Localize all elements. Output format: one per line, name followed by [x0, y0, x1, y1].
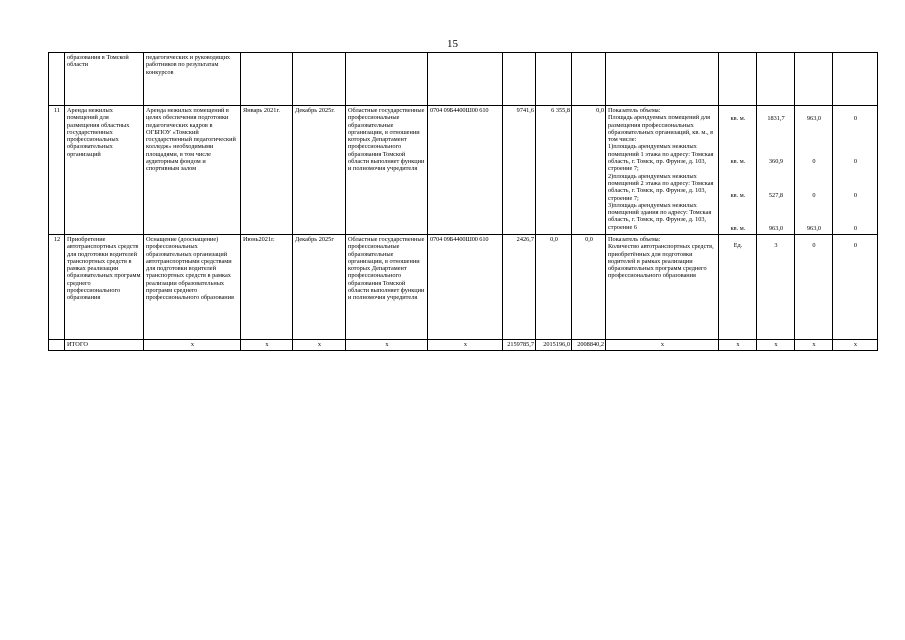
unit-value: кв. м. — [730, 224, 746, 232]
value3: 0 — [853, 224, 858, 232]
total-year1: 2015196,0 — [536, 340, 572, 351]
value2: 0 — [812, 158, 816, 166]
cell-num: 11 — [49, 106, 65, 235]
cell-name: Приобретение автотранспортных средств для подготовки водителей транспортных средств в рамках реализации образовательных программ среднего профессионального образования — [65, 235, 144, 340]
value1: 3 — [774, 242, 778, 249]
value3: 0 — [853, 115, 858, 122]
cell-year1: 0,0 — [536, 235, 572, 340]
cell-indicator — [606, 106, 719, 235]
total-year2: 2008840,2 — [572, 340, 606, 351]
unit-value: кв. м. — [730, 191, 746, 199]
unit-value: кв. м. — [730, 158, 746, 166]
indicator-line: Площадь арендуемых помещений для размещения профессиональных образовательных организаций, кв. м., в том числе: — [608, 114, 714, 144]
cell-year1: 6 355,8 — [536, 106, 572, 235]
cell-end: Декабрь 2025г — [293, 235, 346, 340]
value2: 963,0 — [806, 115, 822, 122]
cell-value2 — [795, 106, 833, 235]
cell-value1 — [757, 235, 795, 340]
indicator-line: 3)площадь арендуемых нежилых помещений здания по адресу: Томская область, г. Томск, пр. Фрунзе, д. 103, строение 6 — [608, 201, 712, 231]
indicator-line: 1)площадь арендуемых нежилых помещений 1 этажа по адресу: Томская область, г. Томск, пр. Фрунзе, д. 103, строение 7; — [608, 143, 714, 173]
cell-description: Аренда нежилых помещений в целях обеспечения подготовки педагогических кадров в ОГБПОУ «Томский государственный педагогический колледж» необходимыми площадями, в том числе аудиторным фондом и спортивным залом — [144, 106, 241, 235]
cell-year2: 0,0 — [572, 106, 606, 235]
total-x: x — [346, 340, 428, 351]
total-x: x — [293, 340, 346, 351]
program-table — [48, 52, 878, 351]
indicator-line: Показатель объема: — [608, 236, 661, 243]
value2: 963,0 — [806, 224, 822, 232]
indicator-line: Количество автотранспортных средств, приобретённых для подготовки водителей в рамках реализации образовательных программ среднего профессионального образования — [608, 243, 714, 280]
table-row-continuation — [49, 53, 878, 106]
cell-year2: 0,0 — [572, 235, 606, 340]
indicator-line: 2)площадь арендуемых нежилых помещений 2 этажа по адресу: Томская область, г. Томск, пр. Фрунзе, д. 103, строение 7; — [608, 172, 714, 202]
cell-total: 2426,7 — [503, 235, 536, 340]
table-row — [49, 106, 878, 235]
total-sum: 2159785,7 — [503, 340, 536, 351]
total-x: x — [241, 340, 293, 351]
total-x: x — [757, 340, 795, 351]
cell-value1 — [757, 106, 795, 235]
cell-value2 — [795, 235, 833, 340]
value1: 1831,7 — [767, 115, 785, 122]
cell-units — [719, 235, 757, 340]
total-x: x — [719, 340, 757, 351]
cell-value3 — [833, 106, 878, 235]
value1: 360,9 — [768, 158, 784, 166]
cell-executor: Областные государственные профессиональные образовательные организации, в отношении которых Департамент профессионального образования Томской области выполняет функции и полномочия учредителя — [346, 235, 428, 340]
cell-description: педагогических и руководящих работников по результатам конкурсов — [144, 53, 241, 106]
cell-units — [719, 106, 757, 235]
value2: 0 — [812, 191, 816, 199]
table-row-total — [49, 340, 878, 351]
total-x: x — [428, 340, 503, 351]
value3: 0 — [853, 242, 858, 249]
cell-name: образования в Томской области — [65, 53, 144, 106]
cell-description: Оснащение (дооснащение) профессиональных образовательных организаций автотранспортными средствами для подготовки водителей транспортных средств в рамках реализации образовательных программ среднего профессионального образования — [144, 235, 241, 340]
page-number: 15 — [447, 38, 458, 50]
total-label: ИТОГО — [65, 340, 144, 351]
indicator-line: Показатель объема: — [608, 107, 661, 114]
total-x: x — [606, 340, 719, 351]
cell-value3 — [833, 235, 878, 340]
cell-total: 9741,6 — [503, 106, 536, 235]
cell-end: Декабрь 2025г. — [293, 106, 346, 235]
cell-code: 0704 09Б4400Ш00 610 — [428, 106, 503, 235]
cell-num: 12 — [49, 235, 65, 340]
value1: 963,0 — [768, 224, 784, 232]
cell-code: 0704 09Б4400Ш00 610 — [428, 235, 503, 340]
value3: 0 — [853, 191, 858, 199]
unit-value: кв. м. — [730, 115, 746, 122]
cell-executor: Областные государственные профессиональные образовательные организации, в отношении которых Департамент профессионального образования Томской области выполняет функции и полномочия учредителя — [346, 106, 428, 235]
cell-num — [49, 53, 65, 106]
cell-start: Январь 2021г. — [241, 106, 293, 235]
table-row — [49, 235, 878, 340]
value1: 527,8 — [768, 191, 784, 199]
cell-name: Аренда нежилых помещений для размещения областных государственных профессиональных образовательных организаций — [65, 106, 144, 235]
cell-start: Июнь2021г. — [241, 235, 293, 340]
unit-value: Ед. — [733, 242, 743, 249]
value3: 0 — [853, 158, 858, 166]
total-x: x — [795, 340, 833, 351]
cell-indicator — [606, 235, 719, 340]
total-x: x — [144, 340, 241, 351]
total-x: x — [833, 340, 878, 351]
value2: 0 — [812, 242, 816, 249]
